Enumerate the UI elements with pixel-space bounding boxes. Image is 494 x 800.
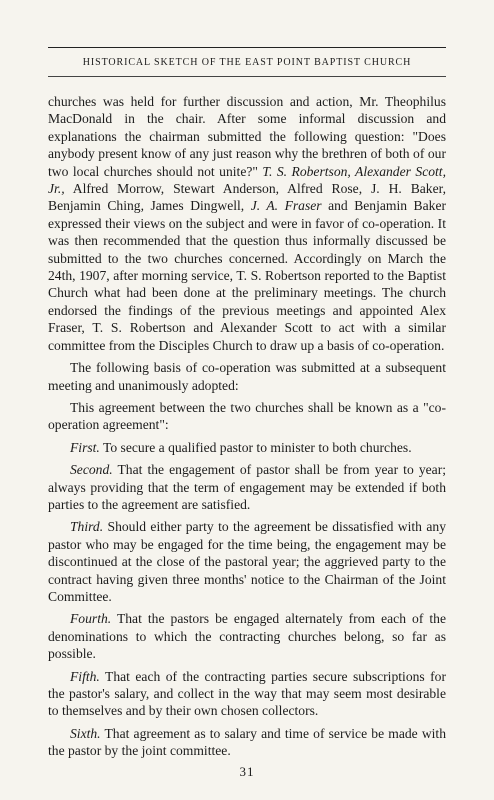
clause-ordinal: Fourth. [70, 611, 112, 627]
text-run: and Benjamin Baker expressed their views on the subject and were in favor of co-operation. It was then recommended that the question thus informally discussed be submitted to the two churches concerned. Accordingly on March the 24th, 1907, after morning service, T. S. Robertson reported to the Baptist Church what had been done at the preliminary meetings. The church endorsed the findings of the previous meetings and appointed Alex Fraser, T. S. Robertson and Alexander Scott to act with a similar committee from the Disciples Church to draw up a basis of co-operation. [48, 198, 446, 353]
clause-text: That each of the contracting parties secure subscriptions for the pastor's salary, and collect in the way that may seem most desirable to themselves and by their own chosen collectors. [48, 668, 446, 719]
clause-text: That the pastors be engaged alternately from each of the denominations to which the contracting churches belong, so far as possible. [48, 611, 446, 662]
agreement-clause [48, 461, 446, 513]
agreement-clause [48, 610, 446, 662]
clause-text: To secure a qualified pastor to minister to both churches. [99, 439, 412, 455]
paragraph [48, 399, 446, 434]
paragraph [48, 359, 446, 394]
clause-ordinal: Sixth. [70, 725, 101, 741]
clause-text: Should either party to the agreement be dissatisfied with any pastor who may be engaged for the time being, the engagement may be discontinued at the close of the pastoral year; the aggrieved party to the contract having given three months' notice to the Chairman of the Joint Committee. [48, 519, 446, 604]
page-number: 31 [239, 764, 255, 779]
paragraph [48, 93, 446, 354]
text-run-italic: T. S. Robertson, Alexander Scott, Jr., [48, 163, 446, 197]
text-run: Alfred Morrow, Stewart Anderson, Alfred Rose, J. H. Baker, Benjamin Ching, James Dingwell, [48, 181, 446, 214]
agreement-clause [48, 518, 446, 605]
clause-text: That agreement as to salary and time of service be made with the pastor by the joint committee. [48, 725, 446, 759]
text-run: The following basis of co-operation was submitted at a subsequent meeting and unanimously adopted: [48, 360, 446, 393]
text-run-italic: J. A. Fraser [250, 198, 322, 214]
top-border-rule [48, 47, 446, 48]
clause-ordinal: First. [70, 439, 100, 455]
text-run: This agreement between the two churches shall be known as a "co-operation agreement": [48, 399, 446, 433]
clause-ordinal: Fifth. [70, 668, 100, 684]
clause-ordinal: Second. [70, 462, 113, 478]
header-rule [48, 76, 446, 77]
clause-text: That the engagement of pastor shall be from year to year; always providing that the term of engagement may be extended if both parties to the agreement are satisfied. [48, 462, 446, 512]
clause-ordinal: Third. [70, 519, 104, 535]
running-head: HISTORICAL SKETCH OF THE EAST POINT BAPTIST CHURCH [82, 57, 412, 68]
page-body [48, 93, 446, 765]
agreement-clause [48, 725, 446, 760]
text-run: churches was held for further discussion and action, Mr. Theophilus MacDonald in the chair. After some informal discussion and explanations the chairman submitted the following question: "Does anybody present know of any just reason why the brethren of both of our two local churches should not unite?" [48, 94, 446, 179]
agreement-clause [48, 668, 446, 720]
agreement-clause [48, 439, 446, 456]
